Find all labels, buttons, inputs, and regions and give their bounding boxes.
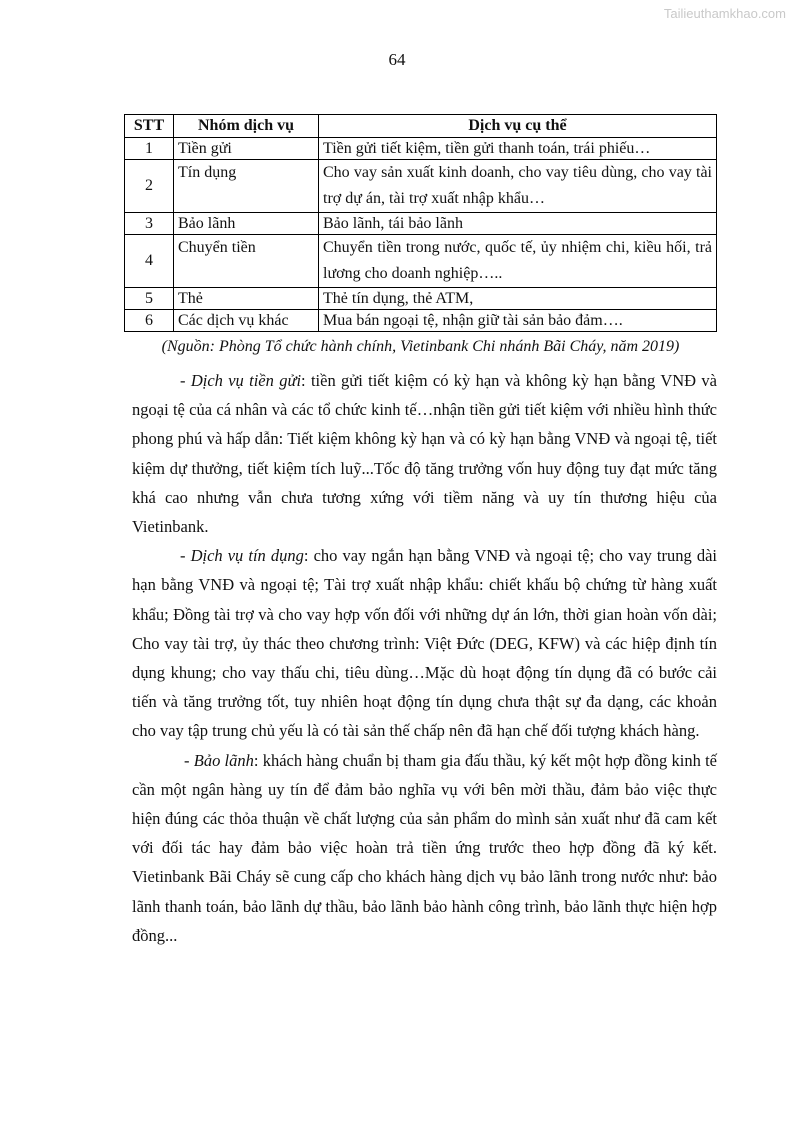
table-row (125, 213, 717, 235)
paragraph-text: : cho vay ngắn hạn bằng VNĐ và ngoại tệ; cho vay trung dài hạn bằng VNĐ và ngoại tệ; Tài trợ xuất nhập khẩu: chiết khấu bộ chứng từ hàng xuất khẩu; Đồng tài trợ và cho vay hợp vốn đối với những dự án lớn, thời gian hoàn vốn dài; Cho vay tài trợ, ủy thác theo chương trình: Việt Đức (DEG, KFW) và các hiệp định tín dụng khung; cho vay thấu chi, tiêu dùng…Mặc dù hoạt động tín dụng đã có bước cải tiến và tăng trưởng tốt, tuy nhiên hoạt động tín dụng chưa thật sự đa dạng, các khoản cho vay tập trung chủ yếu là có tài sản thế chấp nên đã hạn chế đối tượng khách hàng. (132, 546, 717, 741)
paragraph-credit-services (132, 541, 717, 745)
services-table (124, 114, 717, 332)
watermark: Tailieuthamkhao.com (663, 6, 786, 21)
row-group: Bảo lãnh (174, 213, 319, 235)
row-detail: Chuyển tiền trong nước, quốc tế, ủy nhiệm chi, kiều hối, trả lương cho doanh nghiệp….. (319, 235, 717, 288)
table-row (125, 288, 717, 310)
table-row (125, 310, 717, 332)
page-number: 64 (388, 50, 406, 69)
table-row (125, 235, 717, 288)
paragraph-deposit-services (132, 366, 717, 541)
paragraph-term: Bảo lãnh (193, 750, 254, 770)
body-text (132, 366, 717, 950)
paragraph-text: : tiền gửi tiết kiệm có kỳ hạn và không kỳ hạn bằng VNĐ và ngoại tệ của cá nhân và các tổ chức kinh tế…nhận tiền gửi tiết kiệm với nhiều hình thức phong phú và hấp dẫn: Tiết kiệm không kỳ hạn và có kỳ hạn bằng VNĐ và ngoại tệ, tiết kiệm dự thưởng, tiết kiệm tích luỹ...Tốc độ tăng trưởng vốn huy động tuy đạt mức tăng khá cao nhưng vẫn chưa tương xứng với tiềm năng và uy tín thương hiệu của Vietinbank. (132, 371, 717, 537)
paragraph-lead: - (184, 750, 194, 770)
paragraph-lead: - (180, 371, 191, 390)
row-detail: Thẻ tín dụng, thẻ ATM, (319, 288, 717, 310)
paragraph-lead: - (180, 546, 191, 566)
row-group: Tiền gửi (174, 138, 319, 160)
row-stt: 1 (125, 138, 174, 160)
paragraph-guarantee (132, 746, 717, 950)
row-stt: 6 (125, 310, 174, 332)
table-header-row (125, 115, 717, 138)
row-detail: Tiền gửi tiết kiệm, tiền gửi thanh toán, trái phiếu… (319, 138, 717, 160)
paragraph-text: : khách hàng chuẩn bị tham gia đấu thầu, ký kết một hợp đồng kinh tế cần một ngân hàng uy tín để đảm bảo nghĩa vụ với bên mời thầu, đảm bảo việc thực hiện đúng các thỏa thuận về chất lượng của sản phẩm do mình sản xuất như đã cam kết với đối tác hay đảm bảo việc hoàn trả tiền ứng trước theo hợp đồng đã ký kết. Vietinbank Bãi Cháy sẽ cung cấp cho khách hàng dịch vụ bảo lãnh trong nước như: bảo lãnh thanh toán, bảo lãnh dự thầu, bảo lãnh bảo hành công trình, bảo lãnh thực hiện hợp đồng... (132, 750, 717, 945)
row-group: Các dịch vụ khác (174, 310, 319, 332)
table-row (125, 138, 717, 160)
row-stt: 4 (125, 235, 174, 288)
header-service-detail: Dịch vụ cụ thể (319, 115, 717, 138)
table-row (125, 160, 717, 213)
row-stt: 3 (125, 213, 174, 235)
header-stt: STT (125, 115, 174, 138)
row-stt: 2 (125, 160, 174, 213)
row-detail: Mua bán ngoại tệ, nhận giữ tài sản bảo đảm…. (319, 310, 717, 332)
paragraph-term: Dịch vụ tín dụng (190, 546, 304, 566)
row-group: Chuyển tiền (174, 235, 319, 288)
paragraph-term: Dịch vụ tiền gửi (190, 371, 302, 390)
row-group: Tín dụng (174, 160, 319, 213)
row-detail: Cho vay sản xuất kinh doanh, cho vay tiêu dùng, cho vay tài trợ dự án, tài trợ xuất nhập khẩu… (319, 160, 717, 213)
row-stt: 5 (125, 288, 174, 310)
row-detail: Bảo lãnh, tái bảo lãnh (319, 213, 717, 235)
row-group: Thẻ (174, 288, 319, 310)
table-source-note: (Nguồn: Phòng Tổ chức hành chính, Vietinbank Chi nhánh Bãi Cháy, năm 2019) (161, 338, 680, 355)
header-service-group: Nhóm dịch vụ (174, 115, 319, 138)
